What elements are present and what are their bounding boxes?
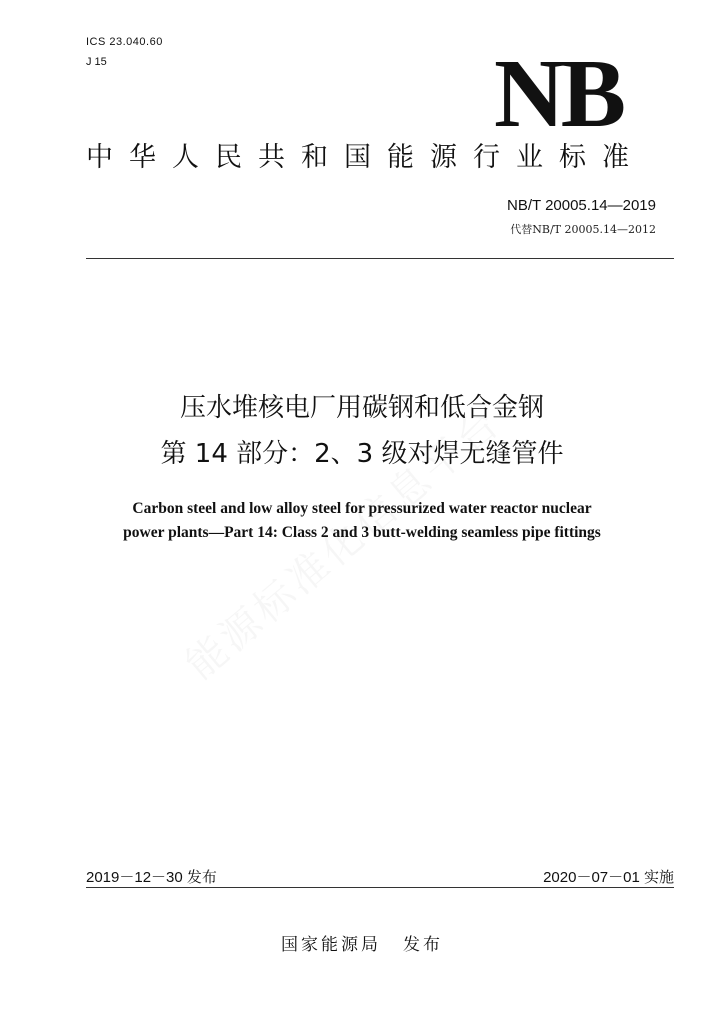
classification-code: J 15 [86,56,107,68]
implement-date: 2020－07－01 实施 [543,869,674,886]
title-en-line1: Carbon steel and low alloy steel for pressurized water reactor nuclear [132,500,592,517]
nb-logo: NB [494,40,623,148]
header-divider [86,258,674,259]
title-cn-line1: 压水堆核电厂用碳钢和低合金钢 [179,393,544,423]
issuer [0,930,724,955]
standard-number: NB/T 20005.14—2019 [507,197,656,214]
publish-date: 2019－12－30 发布 [86,869,217,886]
issuer-name: 国家能源局 [281,935,381,955]
ics-code: ICS 23.040.60 [86,36,163,48]
title-cn-line2: 第 14 部分：2、3 级对焊无缝管件 [160,439,564,469]
footer-divider [86,887,674,888]
issuer-action: 发布 [403,935,443,955]
standard-category: 中华人民共和国能源行业标准 [86,142,645,173]
supersedes-note: 代替NB/T 20005.14—2012 [510,223,656,236]
title-en-line2: power plants—Part 14: Class 2 and 3 butt-welding seamless pipe fittings [123,524,601,541]
